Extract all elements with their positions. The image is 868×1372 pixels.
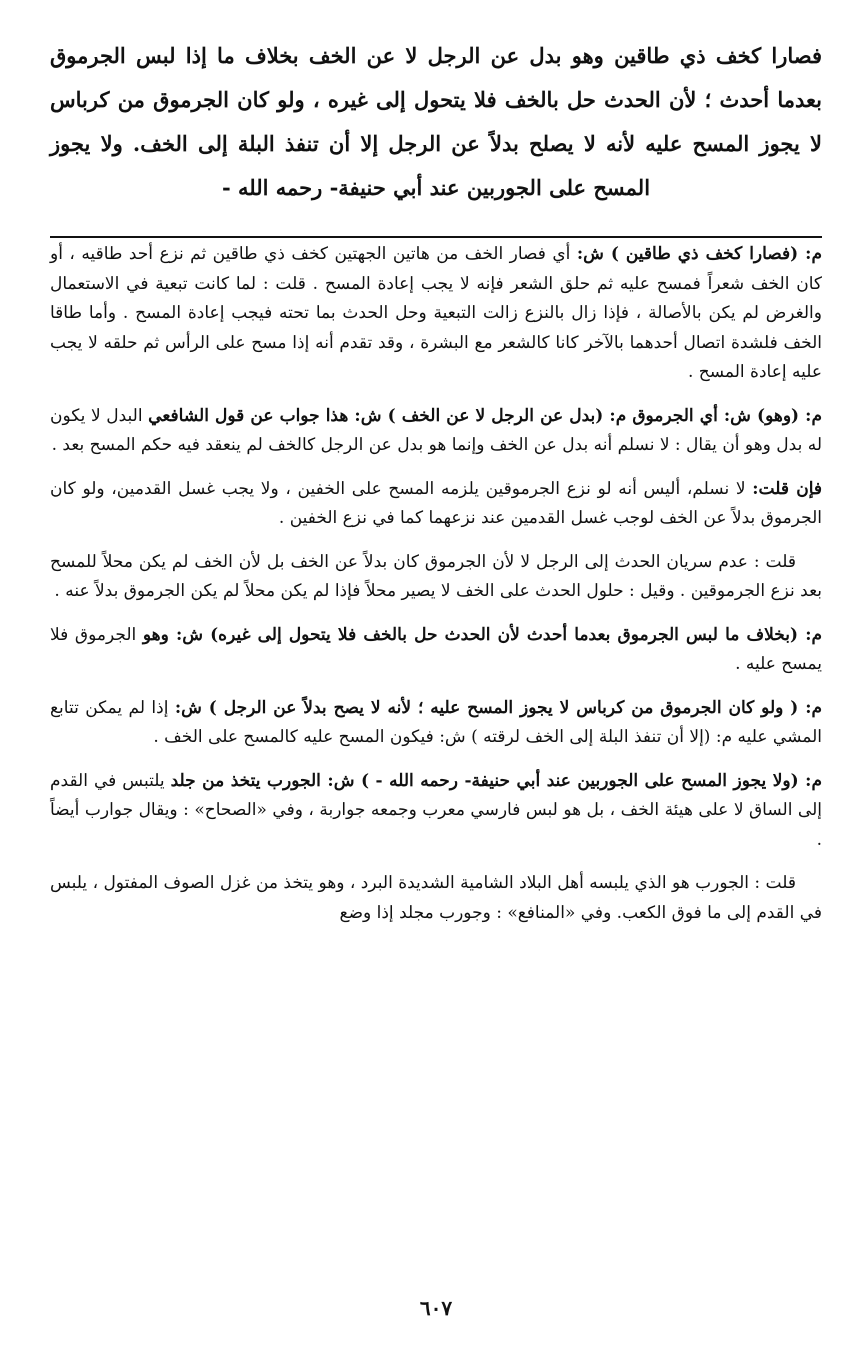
commentary-text: إذا لم يمكن تتابع المشي عليه م: (إلا أن تنفذ البلة إلى الخف لرقته ) ش: فيكون المسح عليه كالمسح على الخف . xyxy=(50,697,822,747)
commentary-paragraph xyxy=(50,548,822,607)
commentary-bold-lead: م: (فصارا كخف ذي طاقين ) ش: xyxy=(576,244,822,264)
commentary-paragraph xyxy=(50,402,822,461)
commentary-text: الجرموق فلا يمسح عليه . xyxy=(50,624,822,674)
commentary-bold-lead: م: ( ولو كان الجرموق من كرباس لا يجوز المسح عليه ؛ لأنه لا يصح بدلاً عن الرجل ) ش: xyxy=(174,697,823,718)
commentary-text: قلت : الجورب هو الذي يلبسه أهل البلاد الشامية الشديدة البرد ، وهو يتخذ من غزل الصوف المفتول ، يلبس في القدم إلى ما فوق الكعب. وفي «المنافع» : وجورب مجلد إذا وضع xyxy=(50,873,822,923)
commentary-bold-lead: م: (بخلاف ما لبس الجرموق بعدما أحدث لأن الحدث حل بالخف فلا يتحول إلى غيره) ش: وهو xyxy=(142,624,822,645)
commentary-bold-lead: فإن قلت: xyxy=(752,478,822,499)
commentary-bold-lead: م: (وهو) ش: أي الجرموق م: (بدل عن الرجل لا عن الخف ) ش: هذا جواب عن قول الشافعي xyxy=(148,405,822,426)
commentary-paragraph xyxy=(50,869,822,928)
commentary-paragraph xyxy=(50,475,822,534)
commentary-text: البدل لا يكون له بدل وهو أن يقال : لا نسلم أنه بدل عن الخف وإنما هو بدل عن الرجل كالخف لم ينعقد فيه حكم المسح بعد . xyxy=(50,405,822,455)
commentary-text: لا نسلم، أليس أنه لو نزع الجرموقين يلزمه المسح على الخفين ، ولا يجب غسل القدمين، ولو كان الجرموق بدلاً عن الخف لوجب غسل القدمين عند نزعهما كما في نزع الخفين . xyxy=(50,478,822,528)
book-page xyxy=(50,34,822,1372)
commentary-paragraph xyxy=(50,621,822,680)
page-number: ٦٠٧ xyxy=(419,1296,453,1320)
main-text-matn: فصارا كخف ذي طاقين وهو بدل عن الرجل لا عن الخف بخلاف ما إذا لبس الجرموق بعدما أحدث ؛ لأن الحدث حل بالخف فلا يتحول إلى غيره ، ولو كان الجرموق من كرباس لا يجوز المسح عليه لأنه لا يصلح بدلاً عن الرجل إلا أن تنفذ البلة إلى الخف. ولا يجوز المسح على الجوربين عند أبي حنيفة- رحمه الله - xyxy=(50,43,822,200)
commentary-text: يلتبس في القدم إلى الساق لا على هيئة الخف ، بل هو لبس فارسي معرب وجمعه جواربة ، وفي «الصحاح» : ويقال جوارب أيضاً . xyxy=(50,770,822,850)
commentary-bold-lead: م: (ولا يجوز المسح على الجوربين عند أبي حنيفة- رحمه الله - ) ش: الجورب يتخذ من جلد xyxy=(170,770,822,791)
commentary-section xyxy=(50,240,822,942)
commentary-text: قلت : عدم سريان الحدث إلى الرجل لا لأن الجرموق كان بدلاً عن الخف بل لأن الخف لم يكن محلاً للمسح بعد نزع الجرموقين . وقيل : حلول الحدث على الخف لا يصير محلاً فإذا لم يكن محلاً لم يكن الجرموق بدلاً عنه . xyxy=(50,551,822,601)
footnote-separator-line xyxy=(50,236,822,238)
commentary-paragraph xyxy=(50,767,822,856)
commentary-text: أي فصار الخف من هاتين الجهتين كخف ذي طاقين ثم نزع أحد طاقيه ، أو كان الخف شعراً فمسح عليه ثم حلق الشعر فإنه لا يجب إعادة المسح . قلت : لما كانت تبعية في الاستعمال والغرض لم يكن بالأصالة ، فإذا زال بالنزع زالت التبعية وحل الحدث بما تحته فيجب إعادة المسح . وأما طاقا الخف فلشدة اتصال أحدهما بالآخر كانا كالشعر مع البشرة ، وقد تقدم أنه إذا مسح على الرأس ثم حلقه لا يجب عليه إعادة المسح . xyxy=(50,244,822,382)
commentary-paragraph xyxy=(50,240,822,388)
commentary-paragraph xyxy=(50,694,822,753)
